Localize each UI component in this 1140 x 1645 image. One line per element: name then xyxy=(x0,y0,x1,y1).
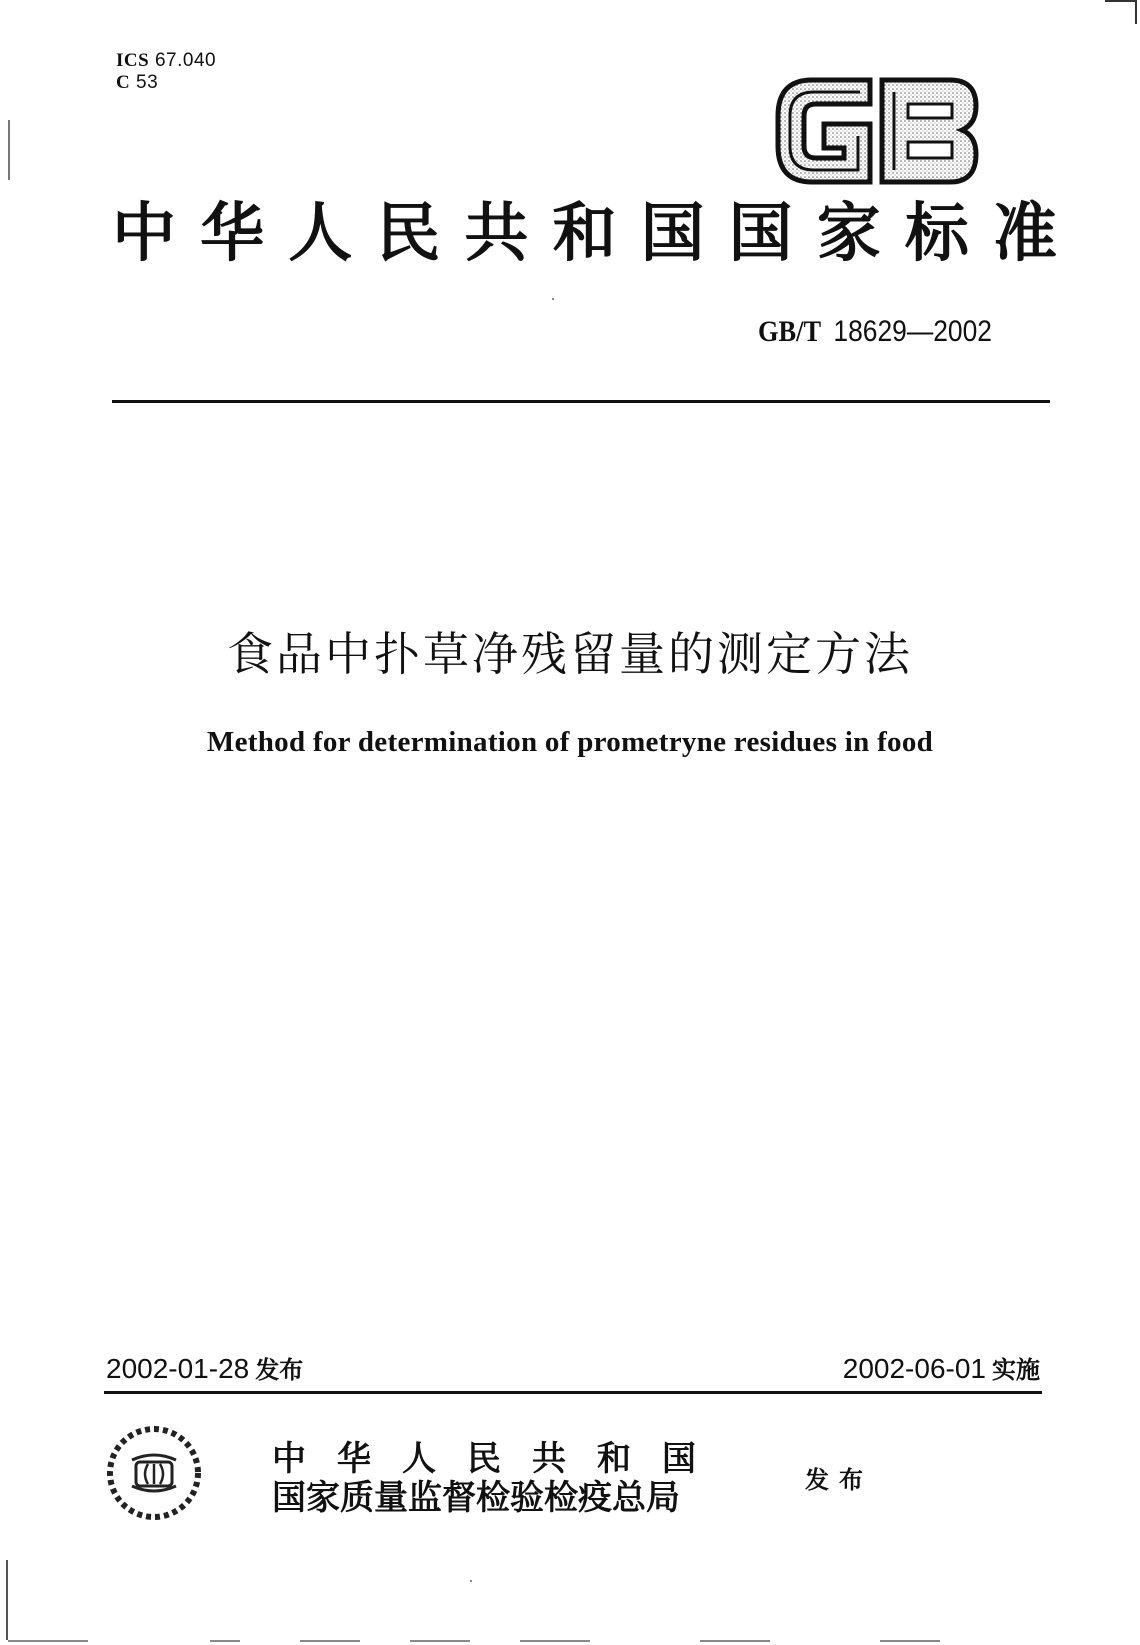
issuer-line-2: 国家质量监督检验检疫总局 xyxy=(272,1478,680,1518)
scan-edge xyxy=(700,1640,770,1642)
title-char: 中 xyxy=(112,196,176,271)
title-char: 人 xyxy=(288,196,353,271)
scan-edge xyxy=(880,1640,940,1642)
ccs-code-line xyxy=(116,72,216,94)
title-char: 和 xyxy=(552,196,617,271)
issuing-authority xyxy=(272,1440,727,1518)
header-divider xyxy=(112,400,1050,403)
issuer-line-1: 中华人民共和国 xyxy=(272,1439,727,1479)
ics-label: ICS xyxy=(116,50,150,71)
ics-code-line xyxy=(116,50,216,72)
standard-number xyxy=(758,314,992,350)
title-char: 国 xyxy=(640,196,705,271)
scan-edge xyxy=(300,1640,360,1642)
title-char: 国 xyxy=(728,196,793,271)
national-standard-title xyxy=(112,196,1057,272)
title-char: 准 xyxy=(992,196,1057,271)
ccs-label: C xyxy=(116,72,131,93)
ccs-code: 53 xyxy=(136,72,159,93)
footer-divider xyxy=(104,1391,1042,1394)
title-char: 共 xyxy=(464,196,529,271)
effective-date xyxy=(843,1350,1040,1389)
classification-codes xyxy=(116,50,216,94)
issue-date xyxy=(106,1350,303,1389)
document-title-english: Method for determination of prometryne residues in food xyxy=(206,726,934,758)
state-seal-icon xyxy=(104,1424,204,1522)
scan-speck xyxy=(470,1580,472,1582)
scan-margin-line xyxy=(6,1560,8,1640)
ics-code: 67.040 xyxy=(154,50,217,71)
effective-date-label: 实施 xyxy=(992,1356,1040,1384)
scan-margin-line xyxy=(8,120,10,180)
scan-edge xyxy=(520,1640,590,1642)
title-char: 标 xyxy=(904,196,969,271)
scan-edge xyxy=(8,1640,88,1642)
issue-date-label: 发布 xyxy=(255,1356,304,1384)
title-char: 民 xyxy=(376,196,441,271)
standard-prefix: GB/T xyxy=(758,315,822,348)
standard-code: 18629—2002 xyxy=(833,315,992,348)
scan-corner-mark xyxy=(1105,0,1137,24)
issue-date-value: 2002-01-28 xyxy=(106,1353,250,1384)
title-char: 华 xyxy=(200,196,265,271)
scan-edge xyxy=(210,1640,240,1642)
gb-logo-icon xyxy=(772,72,982,190)
issue-action: 发布 xyxy=(805,1466,873,1494)
effective-date-value: 2002-06-01 xyxy=(842,1353,986,1384)
scan-speck xyxy=(552,298,554,300)
document-title-chinese: 食品中扑草净残留量的测定方法 xyxy=(227,627,913,681)
scan-edge xyxy=(410,1640,470,1642)
title-char: 家 xyxy=(816,196,881,271)
